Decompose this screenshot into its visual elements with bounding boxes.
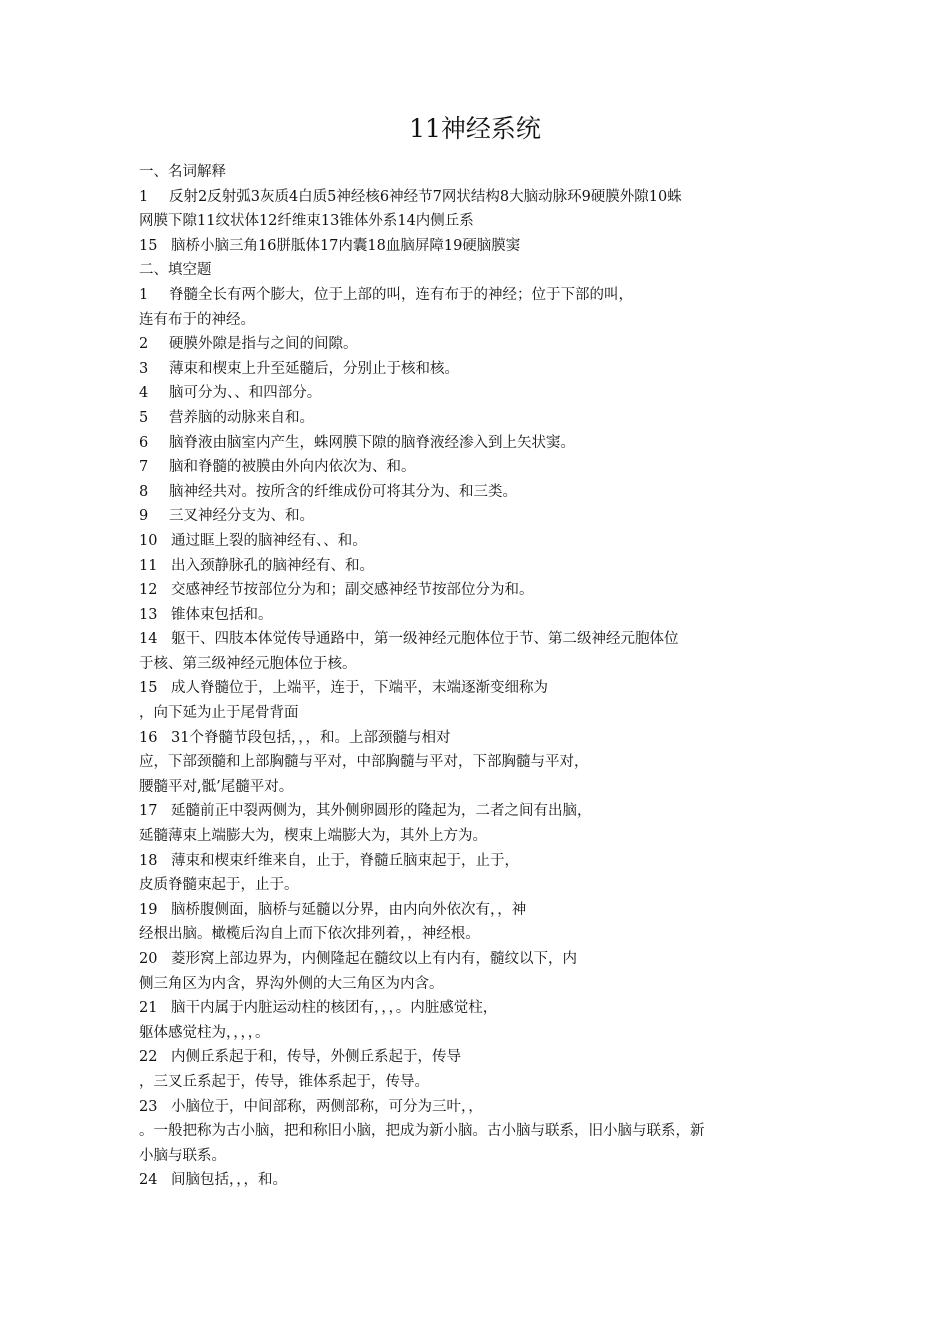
- question-line: [139, 947, 819, 972]
- item-number: 21: [139, 1000, 158, 1017]
- question-line: [139, 431, 819, 456]
- line-text: 小脑位于，中间部称，两侧部称，可分为三叶，，: [171, 1098, 483, 1115]
- question-line: [139, 1021, 819, 1046]
- item-number: 10: [139, 532, 158, 549]
- line-text: 。一般把称为古小脑，把和称旧小脑，把成为新小脑。古小脑与联系，旧小脑与联系，新: [139, 1123, 705, 1140]
- line-text: 三叉神经分支为、和。: [169, 508, 314, 525]
- question-line: [139, 578, 819, 603]
- item-number: 6: [139, 434, 149, 451]
- item-number: 3: [139, 360, 149, 377]
- section-heading-definitions: 一、名词解释: [139, 164, 226, 180]
- line-text: 脑桥小脑三角16胼胝体17内囊18血脑屏障19硬脑膜窦: [171, 237, 521, 254]
- line-text: 脑可分为、、和四部分。: [169, 385, 322, 402]
- line-text: 脑和脊髓的被膜由外向内依次为、和。: [169, 459, 416, 476]
- question-line: [139, 652, 819, 677]
- item-number: 22: [139, 1049, 158, 1066]
- line-text: 躯干、四肢本体觉传导通路中，第一级神经元胞体位于节、第二级神经元胞体位: [171, 631, 679, 648]
- item-number: 19: [139, 901, 158, 918]
- item-number: 2: [139, 336, 149, 353]
- line-text: 反射2反射弧3灰质4白质5神经核6神经节7网状结构8大脑动脉环9硬膜外隙10蛛: [169, 188, 682, 205]
- line-text: 薄束和楔束上升至延髓后，分别止于核和核。: [169, 360, 459, 377]
- question-line: [139, 554, 819, 579]
- definition-line: [139, 209, 819, 234]
- page-title: 11神经系统: [409, 114, 541, 143]
- line-text: 躯体感觉柱为，，，，。: [139, 1024, 270, 1041]
- line-text: 脊髓全长有两个膨大，位于上部的叫，连有布于的神经；位于下部的叫，: [169, 286, 633, 303]
- question-line: [139, 996, 819, 1021]
- section-heading-fill-in: 二、填空题: [139, 262, 212, 279]
- line-text: 网膜下隙11纹状体12纤维束13锥体外系14内侧丘系: [139, 213, 474, 230]
- line-text: 31个脊髓节段包括，，，和。上部颈髓与相对: [171, 729, 451, 746]
- item-number: 12: [139, 582, 158, 599]
- line-text: ，向下延为止于尾骨背面: [139, 705, 299, 722]
- question-line: [139, 357, 819, 382]
- question-line: [139, 898, 819, 923]
- line-text: 薄束和楔束纤维来自，止于，脊髓丘脑束起于，止于，: [171, 852, 519, 869]
- question-line: [139, 972, 819, 997]
- line-text: 小脑与联系。: [139, 1147, 226, 1164]
- line-text: ，三叉丘系起于，传导，锥体系起于，传导。: [139, 1073, 429, 1090]
- line-text: 侧三角区为内含，界沟外侧的大三角区为内含。: [139, 975, 444, 992]
- definition-line: [139, 234, 819, 259]
- question-line: [139, 529, 819, 554]
- line-text: 营养脑的动脉来自和。: [169, 409, 314, 426]
- question-line: [139, 332, 819, 357]
- question-line: [139, 1168, 819, 1193]
- question-line: [139, 750, 819, 775]
- line-text: 锥体束包括和。: [171, 606, 273, 623]
- item-number: 17: [139, 803, 158, 820]
- line-text: 内侧丘系起于和，传导，外侧丘系起于，传导: [171, 1049, 461, 1066]
- item-number: 8: [139, 483, 149, 500]
- question-line: [139, 603, 819, 628]
- question-line: [139, 1095, 819, 1120]
- question-line: [139, 283, 819, 308]
- question-line: [139, 1070, 819, 1095]
- question-line: [139, 676, 819, 701]
- question-line: [139, 480, 819, 505]
- question-line: [139, 922, 819, 947]
- question-line: [139, 504, 819, 529]
- question-line: [139, 308, 819, 333]
- question-line: [139, 1119, 819, 1144]
- item-number: 11: [139, 557, 158, 574]
- line-text: 脑干内属于内脏运动柱的核团有，，，。内脏感觉柱，: [171, 1000, 498, 1017]
- item-number: 16: [139, 729, 158, 746]
- item-number: 5: [139, 409, 149, 426]
- question-line: [139, 775, 819, 800]
- line-text: 交感神经节按部位分为和；副交感神经节按部位分为和。: [171, 582, 534, 599]
- question-line: [139, 1045, 819, 1070]
- line-text: 皮质脊髓束起于，止于。: [139, 877, 299, 894]
- line-text: 腰髓平对,骶’尾髓平对。: [139, 778, 294, 795]
- line-text: 延髓薄束上端膨大为，楔束上端膨大为，其外上方为。: [139, 828, 487, 845]
- item-number: 20: [139, 951, 158, 967]
- line-text: 出入颈静脉孔的脑神经有、和。: [171, 557, 374, 574]
- question-line: [139, 799, 819, 824]
- line-text: 成人脊髓位于，上端平，连于，下端平，末端逐渐变细称为: [171, 680, 548, 697]
- item-number: 9: [139, 508, 149, 525]
- question-line: [139, 726, 819, 751]
- document-body: [139, 160, 819, 1193]
- line-text: 延髓前正中裂两侧为，其外侧卵圆形的隆起为，二者之间有出脑，: [171, 803, 592, 820]
- line-text: 间脑包括，，，和。: [171, 1172, 287, 1189]
- item-number: 7: [139, 459, 149, 476]
- item-number: 24: [139, 1172, 158, 1189]
- line-text: 脑桥腹侧面，脑桥与延髓以分界，由内向外依次有，，神: [171, 901, 527, 918]
- item-number: 23: [139, 1098, 158, 1115]
- line-text: 脑脊液由脑室内产生，蛛网膜下隙的脑脊液经渗入到上矢状窦。: [169, 434, 575, 451]
- item-number: 15: [139, 237, 158, 254]
- item-number: 1: [139, 188, 149, 205]
- line-text: 硬膜外隙是指与之间的间隙。: [169, 336, 358, 353]
- line-text: 连有布于的神经。: [139, 311, 255, 328]
- line-text: 菱形窝上部边界为，内侧隆起在髓纹以上有内有，髓纹以下，内: [171, 951, 577, 967]
- line-text: 于核、第三级神经元胞体位于核。: [139, 655, 357, 672]
- line-text: 应，下部颈髓和上部胸髓与平对，中部胸髓与平对，下部胸髓与平对，: [139, 754, 589, 771]
- question-line: [139, 1144, 819, 1169]
- question-line: [139, 381, 819, 406]
- question-line: [139, 849, 819, 874]
- item-number: 4: [139, 385, 149, 402]
- question-line: [139, 824, 819, 849]
- item-number: 15: [139, 680, 158, 697]
- line-text: 经根出脑。橄榄后沟自上而下依次排列着，，神经根。: [139, 926, 480, 943]
- question-line: [139, 627, 819, 652]
- question-line: [139, 873, 819, 898]
- line-text: 脑神经共对。按所含的纤维成份可将其分为、和三类。: [169, 483, 517, 500]
- item-number: 13: [139, 606, 158, 623]
- item-number: 14: [139, 631, 158, 648]
- question-line: [139, 406, 819, 431]
- definition-line: [139, 185, 819, 210]
- question-line: [139, 455, 819, 480]
- item-number: 18: [139, 852, 158, 869]
- question-line: [139, 701, 819, 726]
- item-number: 1: [139, 286, 149, 303]
- line-text: 通过眶上裂的脑神经有、、和。: [171, 532, 367, 549]
